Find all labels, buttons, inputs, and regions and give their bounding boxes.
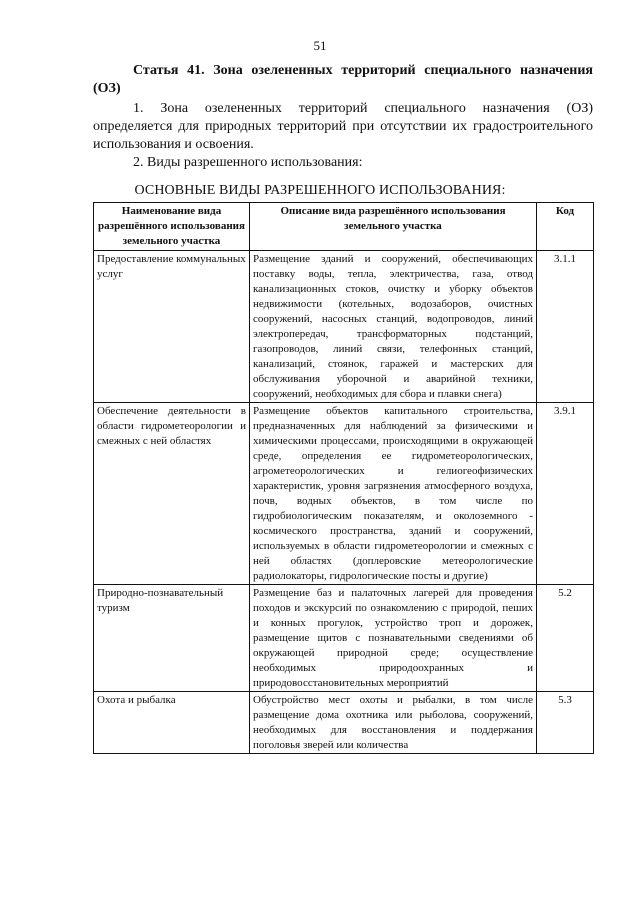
- header-name: Наименование вида разрешённого использования земельного участка: [94, 203, 250, 251]
- table-row: [94, 251, 594, 403]
- use-name: Охота и рыбалка: [94, 692, 250, 754]
- use-code: 5.2: [537, 585, 594, 692]
- use-description: Размещение зданий и сооружений, обеспечивающих поставку воды, тепла, электричества, газа, отвод канализационных стоков, очистку и уборку объектов недвижимости (котельных, водозаборов, очистных сооружений, насосных станций, водопроводов, линий электропередач, трансформаторных подстанций, газопроводов, линий связи, телефонных станций, канализаций, стоянок, гаражей и мастерских для обслуживания уборочной и аварийной техники, сооружений, необходимых для сбора и плавки снега): [250, 251, 537, 403]
- use-description: Размещение баз и палаточных лагерей для проведения походов и экскурсий по ознакомлению с природой, пеших и конных прогулок, устройство троп и дорожек, размещение щитов с познавательными сведениями об окружающей природной среде; осуществление необходимых природоохранных и природовосстановительных мероприятий: [250, 585, 537, 692]
- table-row: [94, 585, 594, 692]
- page-number: 51: [313, 38, 327, 53]
- use-description: Обустройство мест охоты и рыбалки, в том числе размещение дома охотника или рыболова, сооружений, необходимых для восстановления и поддержания поголовья зверей или количества: [250, 692, 537, 754]
- table-caption: ОСНОВНЫЕ ВИДЫ РАЗРЕШЕННОГО ИСПОЛЬЗОВАНИЯ:: [134, 183, 506, 198]
- paragraph-2: 2. Виды разрешенного использования:: [133, 155, 363, 170]
- paragraph-1: 1. Зона озелененных территорий специального назначения (ОЗ) определяется для природных территорий при отсутствии их градостроительного использования и освоения.: [93, 101, 593, 152]
- header-code: Код: [537, 203, 594, 251]
- permitted-uses-table: [93, 202, 594, 754]
- use-code: 3.9.1: [537, 403, 594, 585]
- use-name: Природно-познавательный туризм: [94, 585, 250, 692]
- use-name: Предоставление коммунальных услуг: [94, 251, 250, 403]
- use-name: Обеспечение деятельности в области гидрометеорологии и смежных с ней областях: [94, 403, 250, 585]
- article-heading: Статья 41. Зона озелененных территорий специального назначения (ОЗ): [93, 63, 593, 96]
- header-description: Описание вида разрешённого использования земельного участка: [250, 203, 537, 251]
- use-code: 5.3: [537, 692, 594, 754]
- use-description: Размещение объектов капитального строительства, предназначенных для наблюдений за физическими и химическими процессами, происходящими в окружающей среде, определения ее гидрометеорологических, агрометеорологических и гелиогеофизических характеристик, уровня загрязнения атмосферного воздуха, почв, водных объектов, в том числе по гидробиологическим показателям, и околоземного - космического пространства, зданий и сооружений, используемых в области гидрометеорологии и смежных с ней областях (доплеровские метеорологические радиолокаторы, гидрологические посты и другие): [250, 403, 537, 585]
- use-code: 3.1.1: [537, 251, 594, 403]
- table-row: [94, 403, 594, 585]
- table-header-row: [94, 203, 594, 251]
- table-row: [94, 692, 594, 754]
